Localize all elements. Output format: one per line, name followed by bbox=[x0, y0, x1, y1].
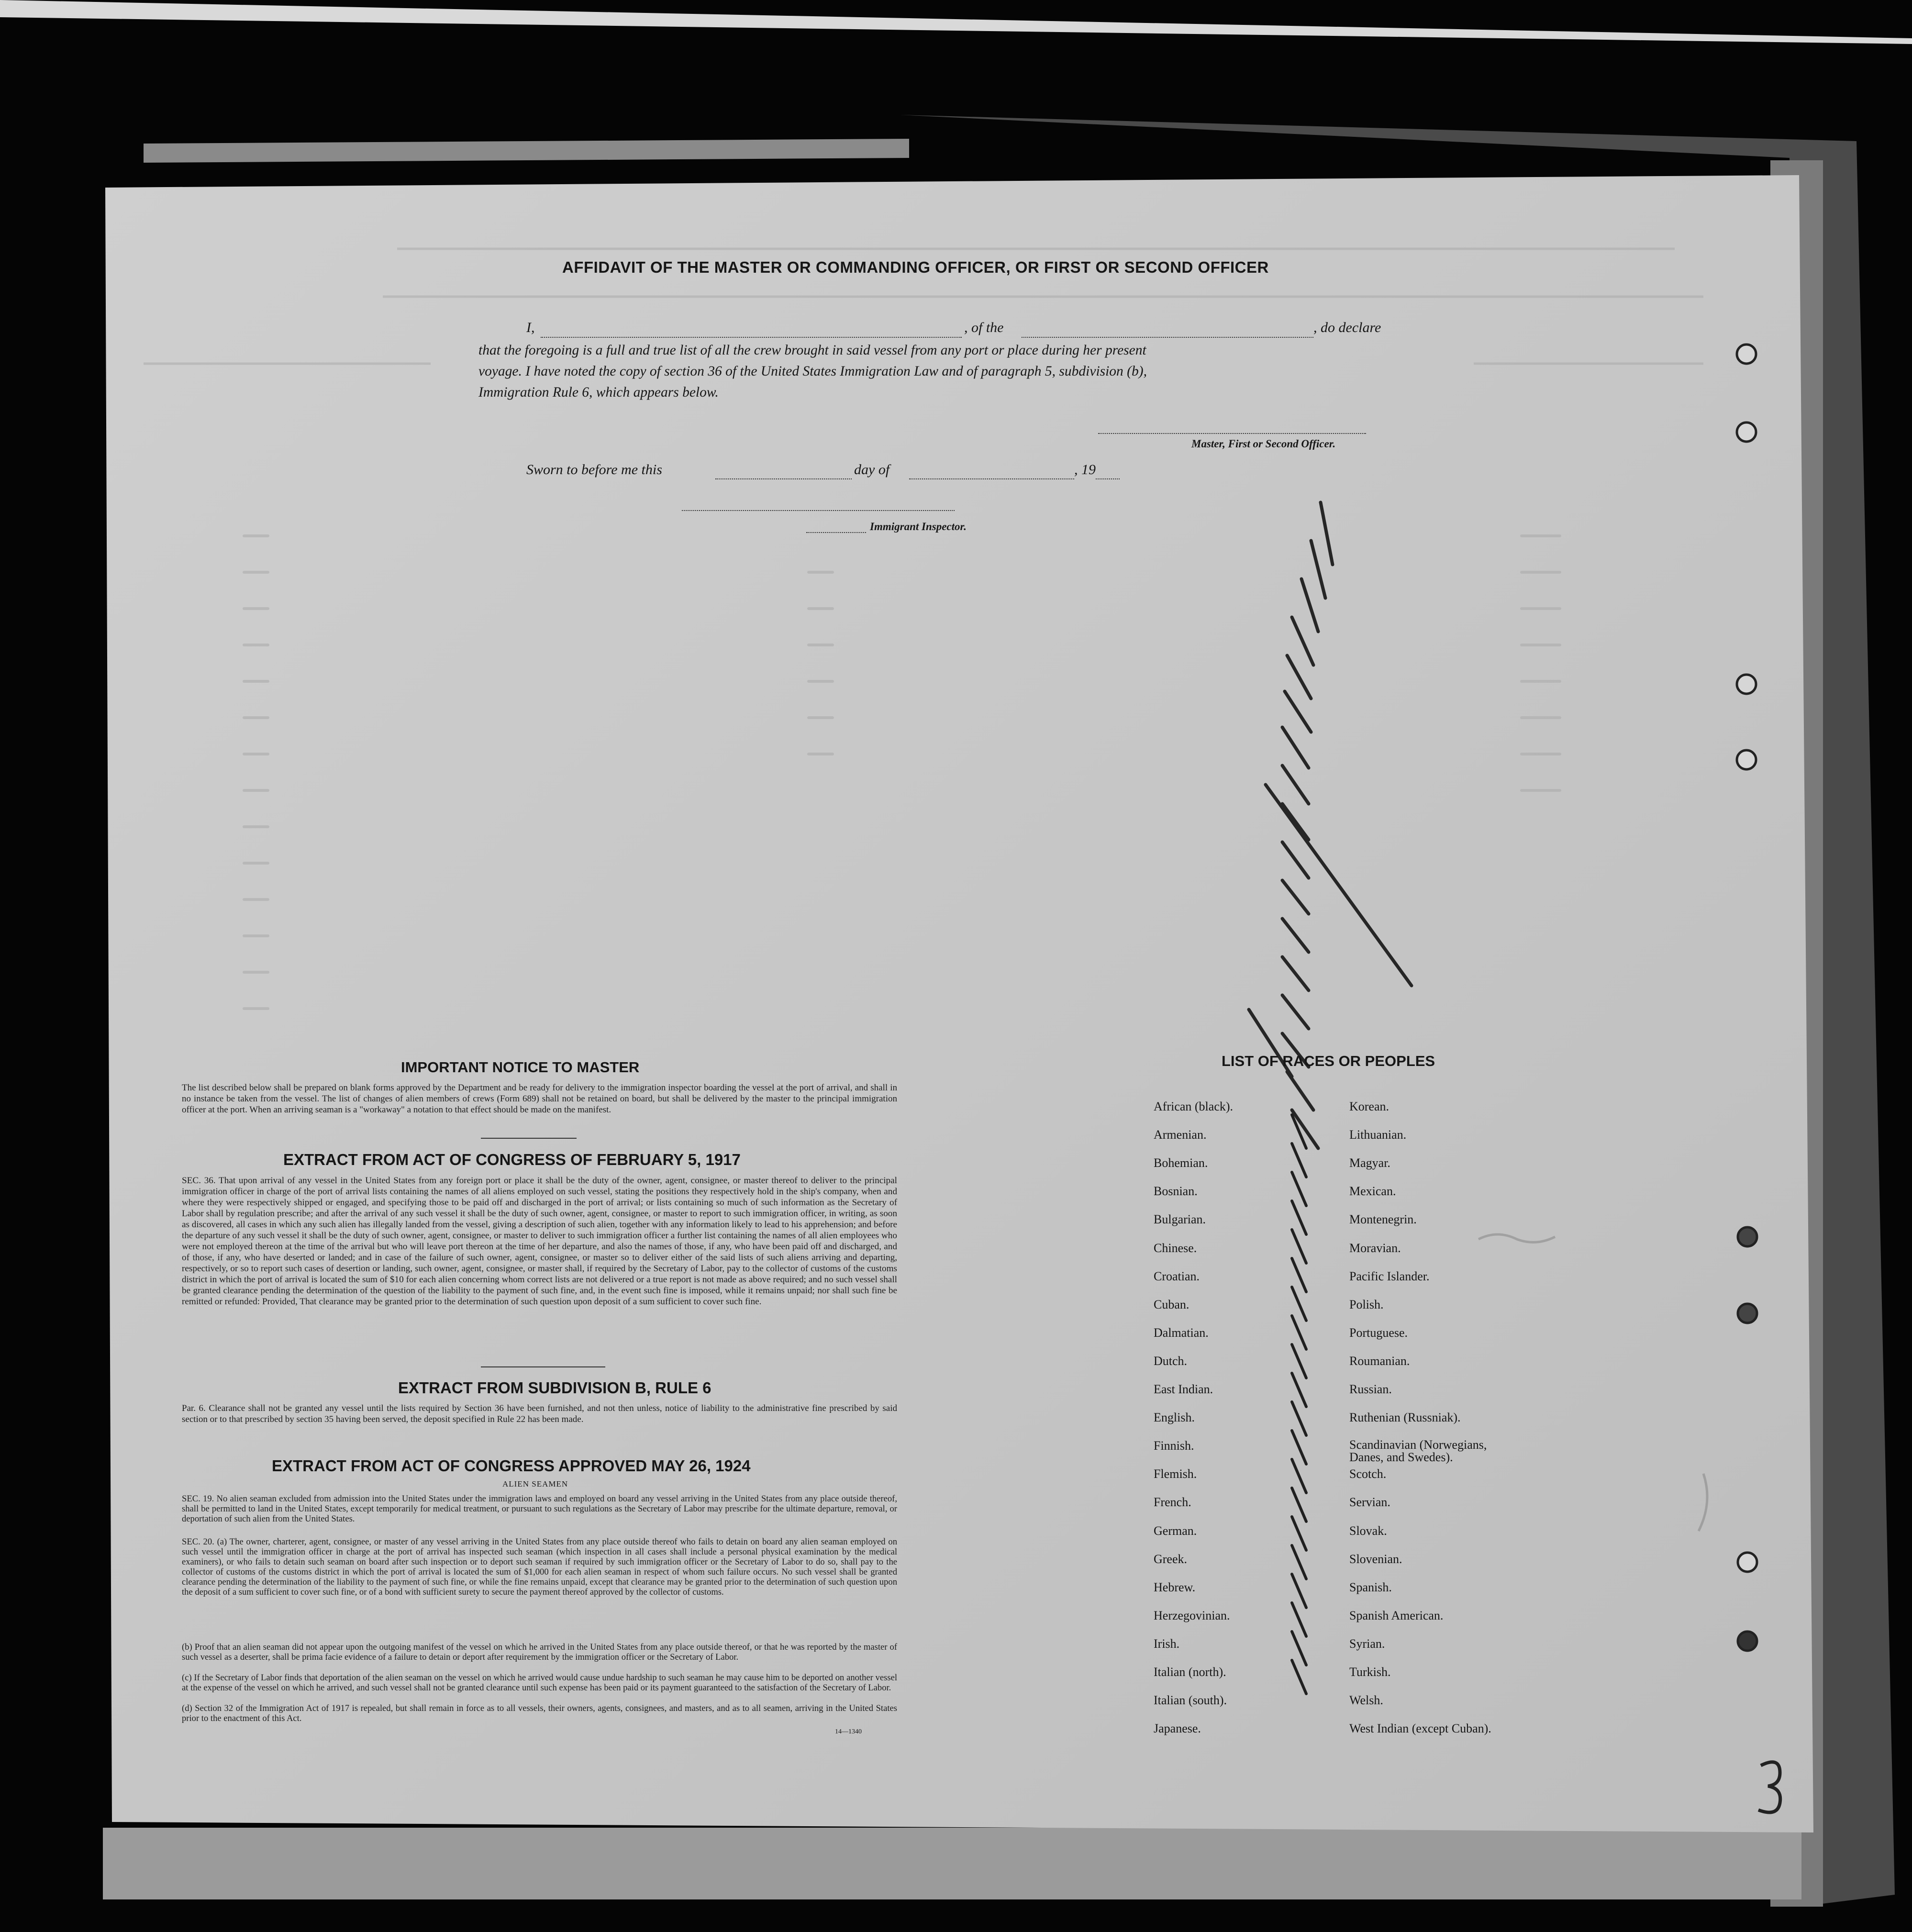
affidavit-line-4: Immigration Rule 6, which appears below. bbox=[478, 385, 719, 400]
race-item: Servian. bbox=[1349, 1495, 1390, 1510]
race-item: Pacific Islander. bbox=[1349, 1269, 1430, 1283]
race-item: Dalmatian. bbox=[1154, 1325, 1209, 1340]
inspector-signature-line bbox=[682, 510, 955, 511]
affidavit-line-2: that the foregoing is a full and true list of all the crew brought in said vessel from any port or place during her present bbox=[478, 343, 1146, 358]
inspector-short-line bbox=[806, 532, 866, 533]
inspector-caption: Immigrant Inspector. bbox=[870, 521, 967, 533]
race-item: African (black). bbox=[1154, 1099, 1234, 1113]
race-item: West Indian (except Cuban). bbox=[1349, 1721, 1491, 1736]
race-item: Cuban. bbox=[1154, 1297, 1189, 1311]
sworn-prefix: Sworn to before me this bbox=[526, 462, 662, 477]
race-item: Welsh. bbox=[1349, 1693, 1383, 1708]
race-item: German. bbox=[1154, 1523, 1197, 1538]
sworn-month-line bbox=[909, 478, 1074, 479]
declarant-name-line bbox=[541, 337, 962, 338]
race-item: Japanese. bbox=[1154, 1721, 1201, 1736]
race-item: Polish. bbox=[1349, 1297, 1384, 1311]
sworn-year-line bbox=[1096, 478, 1120, 479]
race-item: Magyar. bbox=[1349, 1156, 1390, 1170]
race-item: Montenegrin. bbox=[1349, 1212, 1417, 1227]
sec-20a-text: SEC. 20. (a) The owner, charterer, agent, consignee, or master of any vessel arriving in the United States from any place outside thereof who fails to detain on board any alien seaman employed on such vessel until the immigration officer in charge at the port of arrival has inspected such seaman (which inspection in all cases shall include a personal physical examination by the medical examiners), or who fails to detain such seaman on board after such inspection or to deport such seaman if required by such immigration officer or the Secretary of Labor to do so, shall pay to the collector of customs of the customs district in which the port of arrival is located the sum of $1,000 for each alien seaman in respect of whom such failure occurs. No such vessel shall be granted clearance pending the determination of the liability to the payment of such fine, or while the fine remains unpaid, except that clearance may be granted prior to the determination of such question upon the deposit of a sum sufficient to cover such fine, or of a bond with sufficient surety to secure the payment thereof approved by the collector of customs. bbox=[182, 1537, 897, 1597]
form-number: 14—1340 bbox=[835, 1728, 862, 1735]
race-item: Armenian. bbox=[1154, 1128, 1207, 1142]
master-signature-line bbox=[1098, 433, 1366, 434]
divider-2 bbox=[481, 1366, 605, 1367]
race-item: Ruthenian (Russniak). bbox=[1349, 1410, 1461, 1425]
extract-1924-title: EXTRACT FROM ACT OF CONGRESS APPROVED MAY 26, 1924 bbox=[272, 1457, 751, 1475]
affidavit-line-3: voyage. I have noted the copy of section 36 of the United States Immigration Law and of paragraph 5, subdivision (b), bbox=[478, 364, 1147, 379]
race-item: Herzegovinian. bbox=[1154, 1608, 1230, 1622]
race-item: Italian (north). bbox=[1154, 1665, 1226, 1679]
page-number bbox=[1759, 1768, 1776, 1806]
races-title: LIST OF RACES OR PEOPLES bbox=[1222, 1053, 1435, 1069]
race-item: Korean. bbox=[1349, 1099, 1390, 1113]
race-item: Mexican. bbox=[1349, 1184, 1396, 1199]
sec-20d-text: (d) Section 32 of the Immigration Act of 1917 is repealed, but shall remain in force as to all vessels, their owners, agents, consignees, and masters, and as to all seamen, arriving in the United States prior to the enactment of this Act. bbox=[182, 1703, 897, 1723]
sworn-day-line bbox=[715, 478, 852, 479]
race-item: East Indian. bbox=[1154, 1382, 1213, 1396]
race-item: Italian (south). bbox=[1154, 1693, 1227, 1708]
sec-20c-text: (c) If the Secretary of Labor finds that deportation of the alien seaman on the vessel on which he arrived would cause undue hardship to such seaman he may cause him to be deported on another vessel at the expense of the vessel on which he arrived, and such vessel shall not be granted clearance until such expense has been paid or its payment guaranteed to the satisfaction of the Secretary of Labor. bbox=[182, 1673, 897, 1693]
race-item: Syrian. bbox=[1349, 1636, 1385, 1651]
master-caption: Master, First or Second Officer. bbox=[1191, 438, 1336, 450]
notice-body: The list described below shall be prepared on blank forms approved by the Department and be ready for delivery to the immigration inspector boarding the vessel at the port of arrival, and shall in no instance be taken from the vessel. The list of changes of alien members of crews (Form 689) shall not be retained on board, but shall be delivered by the master to the principal immigration officer at the port. When an arriving seaman is a "workaway" a notation to that effect should be made on the manifest. bbox=[182, 1083, 897, 1115]
race-item: French. bbox=[1154, 1495, 1191, 1510]
race-item: Scotch. bbox=[1349, 1467, 1387, 1481]
race-item: Flemish. bbox=[1154, 1467, 1197, 1481]
race-item: Portuguese. bbox=[1349, 1325, 1408, 1340]
declarant-prefix: I, bbox=[526, 320, 535, 335]
race-item: Chinese. bbox=[1154, 1241, 1197, 1255]
race-item: Russian. bbox=[1349, 1382, 1392, 1396]
extract-rule6-body: Par. 6. Clearance shall not be granted any vessel until the lists required by Section 36 have been furnished, and not then unless, notice of liability to the administrative fine prescribed by said section or to that prescribed by section 35 having been served, the deposit specified in Rule 22 has been made. bbox=[182, 1403, 897, 1424]
extract-1924-subtitle: ALIEN SEAMEN bbox=[502, 1479, 568, 1488]
race-item: Dutch. bbox=[1154, 1354, 1188, 1368]
race-item: Spanish. bbox=[1349, 1580, 1392, 1594]
race-item: Finnish. bbox=[1154, 1439, 1194, 1453]
race-item: Lithuanian. bbox=[1349, 1128, 1407, 1142]
day-of-label: day of bbox=[854, 462, 890, 477]
vessel-name-line bbox=[1022, 337, 1313, 338]
extract-1917-title: EXTRACT FROM ACT OF CONGRESS OF FEBRUARY 5, 1917 bbox=[283, 1151, 741, 1168]
extract-1917-body: SEC. 36. That upon arrival of any vessel in the United States from any foreign port or place it shall be the duty of the owner, agent, consignee, or master thereof to deliver to the principal immigration officer in charge of the port of arrival lists containing the names of all aliens employed on such vessel, stating the positions they respectively hold in the ship's company, when and where they were respectively shipped or engaged, and specifying those to be paid off and discharged in the port of arrival; or lists containing so much of such information as the Secretary of Labor shall by regulation prescribe; and after the arrival of any such vessel it shall be the duty of such owner, agent, consignee, or master to report to such immigration officer, in writing, as soon as discovered, all cases in which any such alien has illegally landed from the vessel, giving a description of such alien, together with any information likely to lead to his apprehension; and before the departure of any such vessel it shall be the duty of such owner, agent, consignee, or master to deliver to such immigration officer a further list containing the names of all alien employees who were not employed thereon at the time of the arrival but who will leave port thereon at the time of her departure, and also the names of those, if any, who have been paid off and discharged, and of those, if any, who have deserted or landed; and in case of the failure of such owner, agent, consignee, or master so to deliver either of the said lists of such aliens arriving and departing, respectively, or so to report such cases of desertion or landing, such owner, agent, consignee, or master shall, if required by the Secretary of Labor, pay to the collector of customs of the customs district in which the port of arrival is located the sum of $10 for each alien concerning whom correct lists are not delivered or a true report is not made as above required; and no such vessel shall be granted clearance pending the determination of the question of the liability to the payment of such fine, and, in the event such fine is imposed, while it remains unpaid; nor shall such fine be remitted or refunded: Provided, That clearance may be granted prior to the determination of such question upon deposit of a sum sufficient to cover such fine. bbox=[182, 1176, 897, 1307]
race-item: Hebrew. bbox=[1154, 1580, 1196, 1594]
year-label: , 19 bbox=[1074, 462, 1096, 477]
race-item: Croatian. bbox=[1154, 1269, 1200, 1283]
race-item: Greek. bbox=[1154, 1552, 1188, 1566]
race-item: Spanish American. bbox=[1349, 1608, 1444, 1622]
race-item: English. bbox=[1154, 1410, 1195, 1425]
race-item: Bosnian. bbox=[1154, 1184, 1198, 1199]
race-item: Turkish. bbox=[1349, 1665, 1391, 1679]
race-item: Slovak. bbox=[1349, 1523, 1387, 1538]
declare-label: , do declare bbox=[1313, 320, 1381, 335]
divider-1 bbox=[481, 1138, 577, 1139]
sec-19-text: SEC. 19. No alien seaman excluded from admission into the United States under the immigration laws and employed on board any vessel arriving in the United States from any place outside thereof, shall be permitted to land in the United States, except temporarily for medical treatment, or pursuant to such regulations as the Secretary of Labor may prescribe for the ultimate departure, removal, or deportation of such alien from the United States. bbox=[182, 1494, 897, 1524]
race-item: Moravian. bbox=[1349, 1241, 1401, 1255]
extract-rule6-title: EXTRACT FROM SUBDIVISION B, RULE 6 bbox=[398, 1379, 711, 1397]
race-item: Bohemian. bbox=[1154, 1156, 1208, 1170]
of-the-label: , of the bbox=[964, 320, 1004, 335]
notice-title: IMPORTANT NOTICE TO MASTER bbox=[401, 1059, 640, 1076]
affidavit-title: AFFIDAVIT OF THE MASTER OR COMMANDING OFFICER, OR FIRST OR SECOND OFFICER bbox=[562, 258, 1269, 276]
race-item: Slovenian. bbox=[1349, 1552, 1402, 1566]
race-item: Bulgarian. bbox=[1154, 1212, 1206, 1227]
race-item: Irish. bbox=[1154, 1636, 1180, 1651]
race-item: Scandinavian (Norwegians, Danes, and Swedes). bbox=[1349, 1438, 1487, 1465]
race-item: Roumanian. bbox=[1349, 1354, 1410, 1368]
sec-20b-text: (b) Proof that an alien seaman did not appear upon the outgoing manifest of the vessel on which he arrived in the United States from any place outside thereof, or that he was reported by the master of such vessel as a deserter, shall be prima facie evidence of a failure to detain or deport after requirement by the immigration officer or the Secretary of Labor. bbox=[182, 1642, 897, 1662]
